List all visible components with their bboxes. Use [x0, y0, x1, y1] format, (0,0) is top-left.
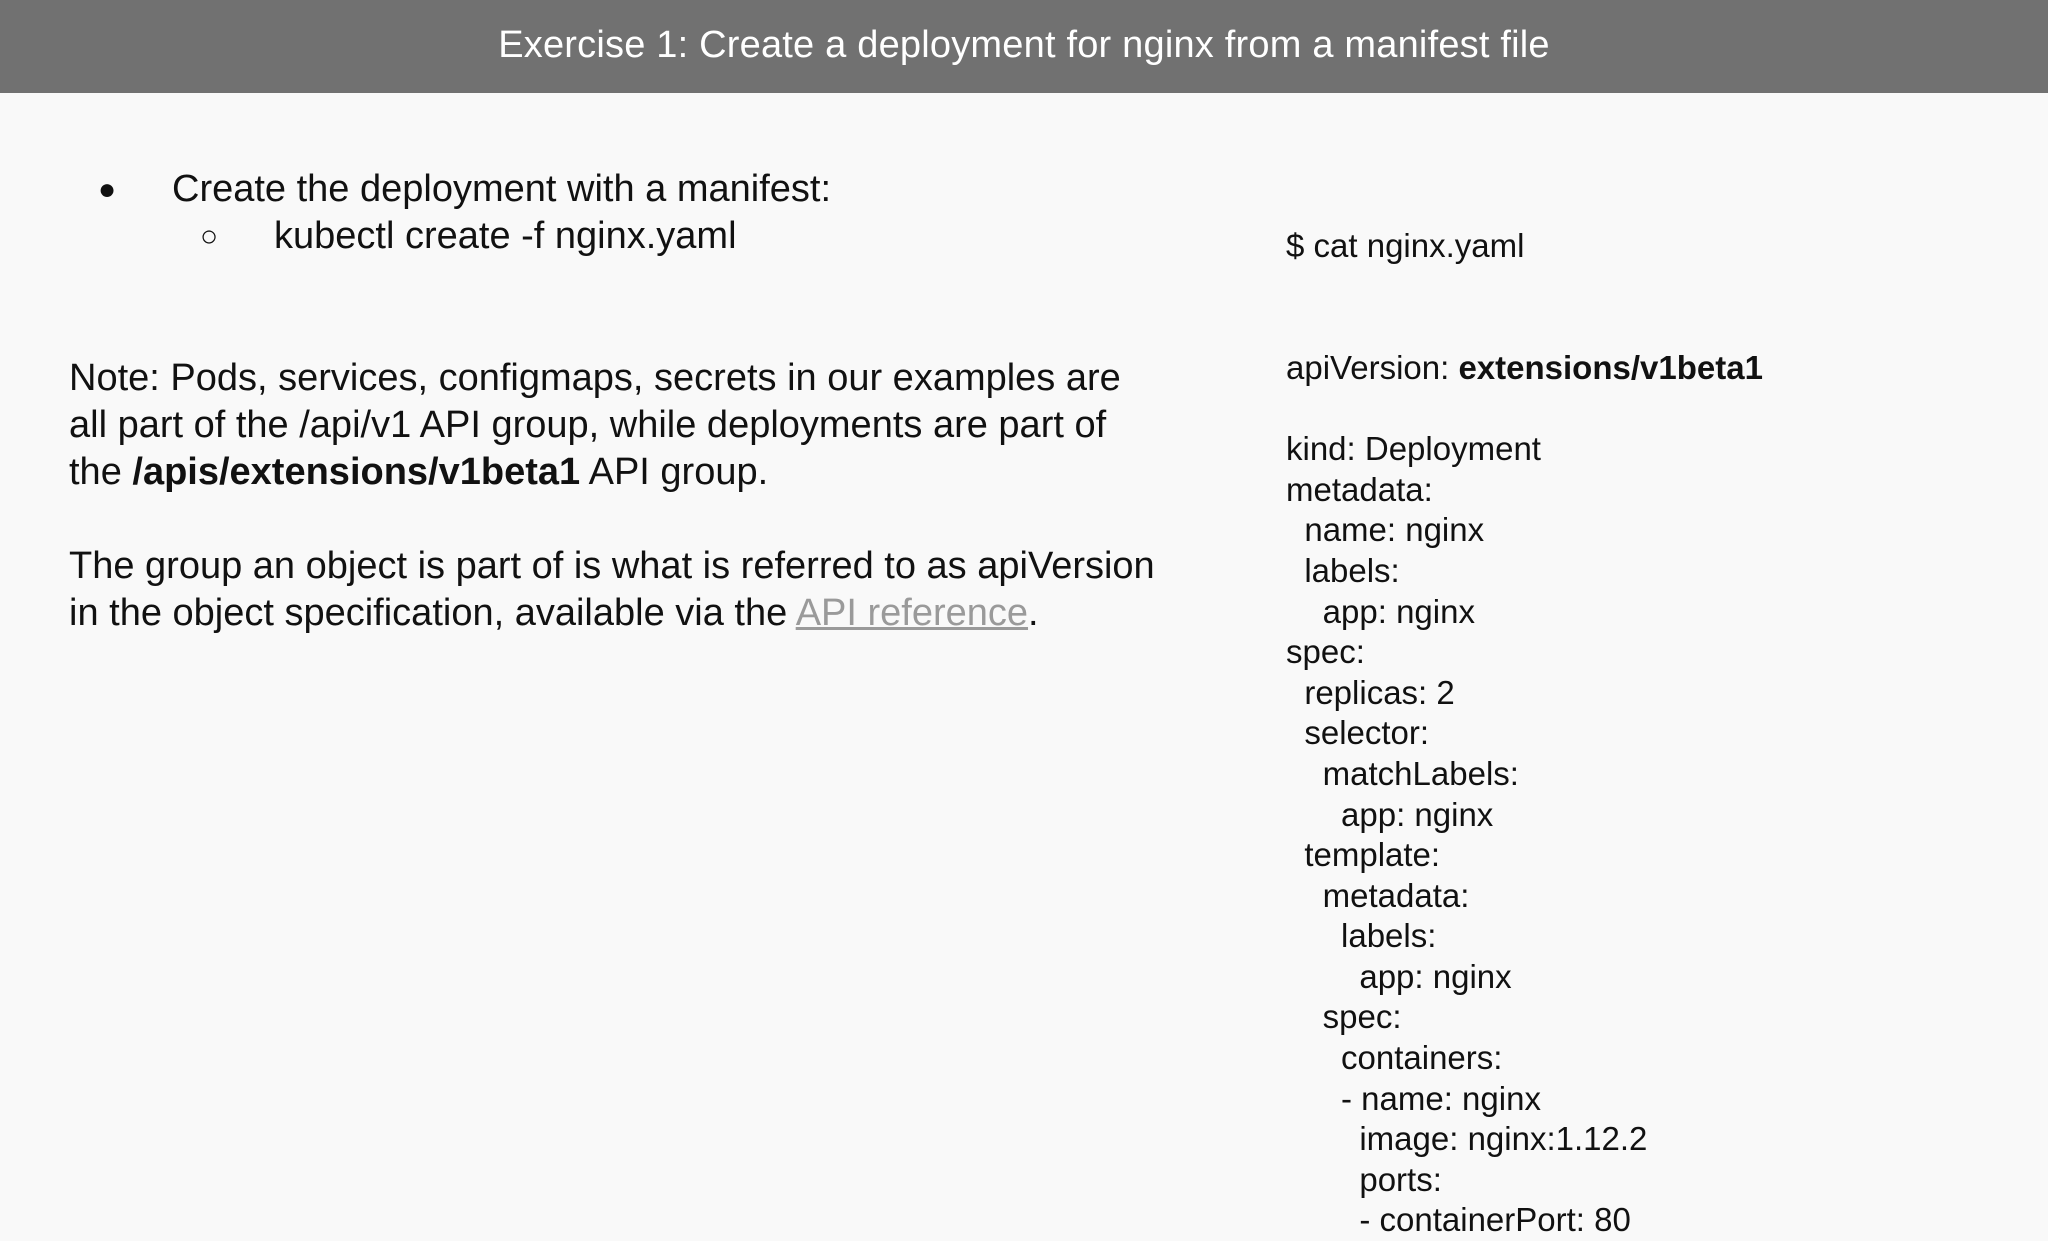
api-group-path: /apis/extensions/v1beta1 [132, 451, 581, 493]
code-line: matchLabels: [1286, 754, 1519, 792]
code-line: - name: nginx [1286, 1079, 1541, 1117]
code-command-line: $ cat nginx.yaml [1286, 227, 1525, 265]
code-line: metadata: [1286, 470, 1433, 508]
title-bar [0, 0, 2048, 93]
manifest-code-block [1286, 145, 1763, 1241]
code-line: name: nginx [1286, 511, 1485, 549]
note-text: the [69, 451, 133, 493]
code-apiversion-line [1286, 348, 1763, 389]
api-reference-link[interactable]: API reference [795, 592, 1029, 634]
note-text: in the object specification, available via the [69, 592, 796, 634]
code-line: ports: [1286, 1160, 1442, 1198]
code-line: - containerPort: 80 [1286, 1201, 1631, 1239]
code-line: selector: [1286, 714, 1430, 752]
code-line: labels: [1286, 917, 1437, 955]
note-line: all part of the /api/v1 API group, while deployments are part of [69, 404, 1107, 446]
note-text: API group. [580, 451, 769, 493]
code-line: labels: [1286, 551, 1400, 589]
bullet-text: Create the deployment with a manifest: [172, 168, 832, 210]
code-line: containers: [1286, 1039, 1503, 1077]
code-line: app: nginx [1286, 957, 1512, 995]
note-line [69, 449, 1219, 496]
code-apiversion-value: extensions/v1beta1 [1458, 348, 1763, 386]
code-line: kind: Deployment [1286, 430, 1541, 468]
bullet-marker-icon: ● [98, 173, 117, 206]
slide-title: Exercise 1: Create a deployment for nginx from a manifest file [498, 24, 1550, 66]
code-line: spec: [1286, 633, 1365, 671]
code-line: metadata: [1286, 876, 1470, 914]
sub-bullet-text: kubectl create -f nginx.yaml [274, 215, 737, 257]
code-key: apiVersion: [1286, 348, 1459, 386]
code-line: spec: [1286, 998, 1402, 1036]
code-line: app: nginx [1286, 795, 1494, 833]
note-line: The group an object is part of is what is referred to as apiVersion [69, 545, 1155, 587]
code-line: image: nginx:1.12.2 [1286, 1120, 1648, 1158]
paragraph-gap [69, 496, 1219, 543]
code-line: replicas: 2 [1286, 673, 1455, 711]
note-line [69, 590, 1219, 637]
code-line: app: nginx [1286, 592, 1475, 630]
code-line: template: [1286, 836, 1441, 874]
note-text: . [1028, 592, 1039, 634]
note-line: Note: Pods, services, configmaps, secrets in our examples are [69, 357, 1121, 399]
sub-bullet-marker-icon: ○ [200, 220, 219, 253]
note-block [69, 355, 1219, 637]
